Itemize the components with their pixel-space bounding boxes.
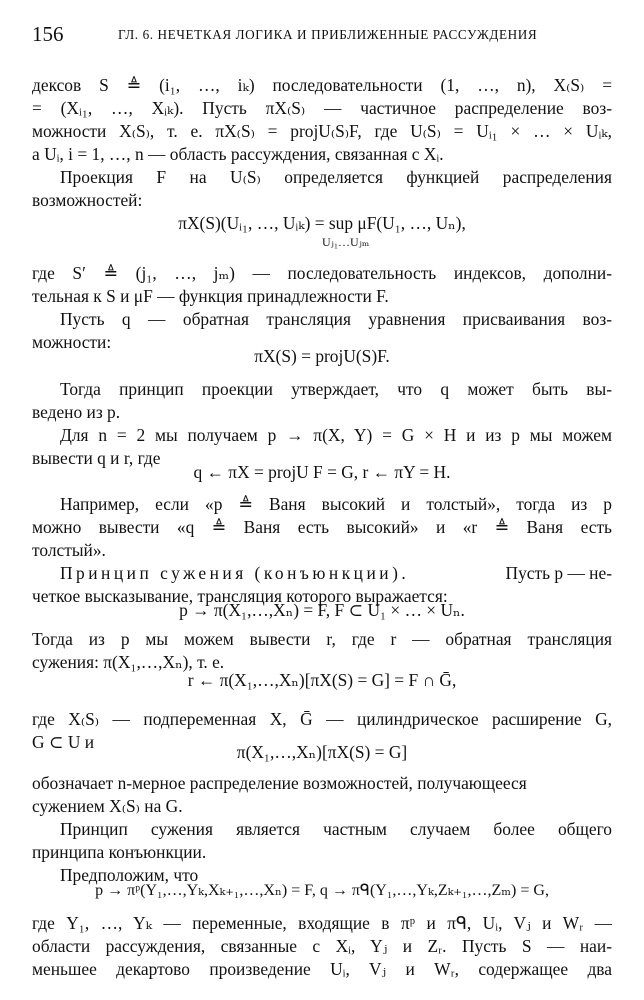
text-line: Например, если «p ≜ Ваня высокий и толстый», тогда из p — [60, 494, 612, 514]
text-line: сужения: π(X₁,…,Xₙ), т. е. — [32, 652, 225, 672]
text-line: Принцип сужения является частным случаем более общего — [60, 819, 612, 839]
text-line: тельная к S и μF — функция принадлежности F. — [32, 286, 389, 306]
text-run: Пусть p — не- — [505, 563, 612, 583]
formula: p → πᵖ(Y₁,…,Yₖ,Xₖ₊₁,…,Xₙ) = F, q → πᑫ(Y₁,…,Yₖ,Zₖ₊₁,…,Zₘ) = G, — [95, 882, 549, 899]
text-line: Проекция F на U₍S₎ определяется функцией распределения — [60, 167, 612, 187]
principle-term: Принцип сужения (конъюнкции). — [60, 563, 410, 583]
text-line: возможностей: — [32, 190, 143, 210]
page-number: 156 — [32, 22, 64, 46]
formula: p → π(X₁,…,Xₙ) = F, F ⊂ U₁ × … × Uₙ. — [179, 600, 465, 620]
formula: q ← πX = projU F = G, r ← πY = H. — [193, 462, 451, 482]
text-line: обозначает n-мерное распределение возможностей, получающееся — [32, 773, 527, 793]
text-line: Предположим, что — [60, 865, 199, 885]
text-line: области рассуждения, связанные с Xᵢ, Yⱼ и Zᵣ. Пусть S — наи- — [32, 936, 612, 956]
text-line: принципа конъюнкции. — [32, 842, 207, 862]
text-line: ведено из p. — [32, 402, 121, 422]
text-line: можно вывести «q ≜ Ваня есть высокий» и «r ≜ Ваня есть — [32, 517, 612, 537]
text-line: вывести q и r, где — [32, 448, 161, 468]
text-line: можности X₍S₎, т. е. πX₍S₎ = projU₍S₎F, где U₍S₎ = Uᵢ₁ × … × Uᵢₖ, — [32, 121, 612, 141]
running-title: ГЛ. 6. НЕЧЕТКАЯ ЛОГИКА И ПРИБЛИЖЕННЫЕ РАССУЖДЕНИЯ — [118, 27, 538, 42]
text-line: где X₍S₎ — подпеременная X, Ḡ — цилиндрическое расширение G, — [32, 709, 612, 729]
text-line: = (Xᵢ₁, …, Xᵢₖ). Пусть πX₍S₎ — частичное распределение воз- — [32, 98, 612, 118]
formula: r ← π(X₁,…,Xₙ)[πX(S) = G] = F ∩ Ḡ, — [187, 670, 457, 690]
text-line: Пусть q — обратная трансляция уравнения присваивания воз- — [60, 309, 612, 329]
text-line: Тогда принцип проекции утверждает, что q может быть вы- — [60, 379, 612, 399]
text-line: сужением X₍S₎ на G. — [32, 796, 183, 816]
formula-subscript: Uⱼ₁…Uⱼₘ — [322, 235, 370, 249]
text-line: а Uᵢ, i = 1, …, n — область рассуждения, связанная с Xᵢ. — [32, 144, 444, 164]
formula: πX(S) = projU(S)F. — [254, 346, 390, 366]
text-line: где Y₁, …, Yₖ — переменные, входящие в πᵖ и πᑫ, Uᵢ, Vⱼ и Wᵣ — — [32, 913, 612, 933]
text-line: где S′ ≜ (j₁, …, jₘ) — последовательность индексов, дополни- — [32, 263, 612, 283]
text-line: четкое высказывание, трансляция которого выражается: — [32, 586, 448, 606]
text-line: меньшее декартово произведение Uᵢ, Vⱼ и Wᵣ, содержащее два — [32, 959, 612, 979]
formula: π(X₁,…,Xₙ)[πX(S) = G] — [236, 742, 408, 762]
text-line: Тогда из p мы можем вывести r, где r — обратная трансляция — [32, 629, 612, 649]
text-line: Для n = 2 мы получаем p → π(X, Y) = G × H и из p мы можем — [60, 425, 612, 445]
text-line: можности: — [32, 332, 112, 352]
text-line: G ⊂ U и — [32, 732, 95, 752]
text-line — [32, 562, 612, 584]
text-line: толстый». — [32, 540, 106, 560]
formula: πX(S)(Uᵢ₁, …, Uᵢₖ) = sup μF(U₁, …, Uₙ), — [178, 213, 466, 233]
text-line: дексов S ≜ (i₁, …, iₖ) последовательности (1, …, n), X₍S₎ = — [32, 75, 612, 95]
running-head — [32, 22, 612, 50]
